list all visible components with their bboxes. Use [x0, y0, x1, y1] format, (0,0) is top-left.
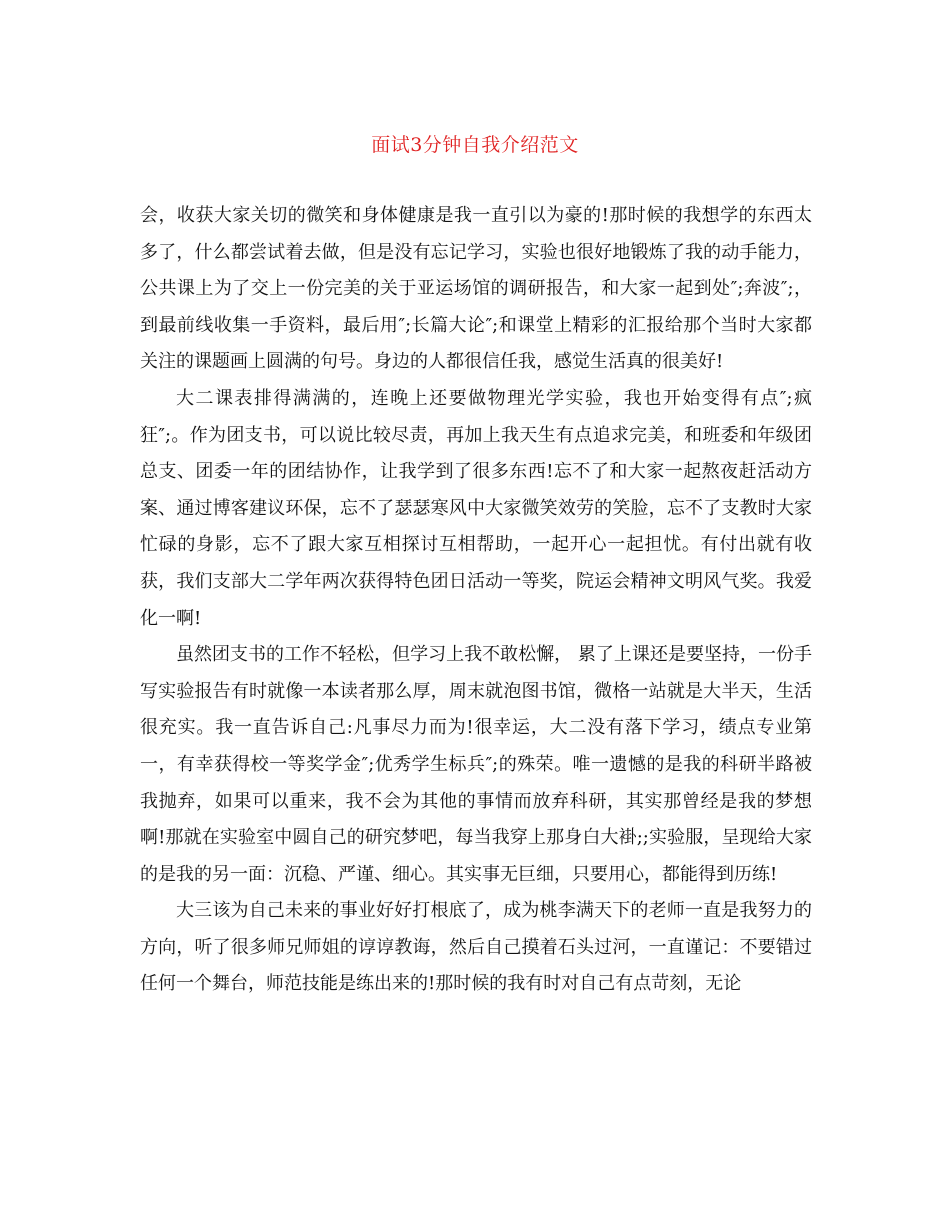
paragraph-study-and-research: 虽然团支书的工作不轻松，但学习上我不敢松懈， 累了上课还是要坚持，一份手写实验报告有时就像一本读者那么厚，周末就泡图书馆，微格一站就是大半天，生活很充实。我一直告诉自己:凡事尽力而为!很幸运，大二没有落下学习，绩点专业第一，有幸获得校一等奖学金″;优秀学生标兵″;的殊荣。唯一遗憾的是我的科研半路被我抛弃，如果可以重来，我不会为其他的事情而放弃科研，其实那曾经是我的梦想啊!那就在实验室中圆自己的研究梦吧，每当我穿上那身白大褂;;实验服，呈现给大家的是我的另一面：沉稳、严谨、细心。其实事无巨细，只要用心，都能得到历练!	[140, 644, 812, 885]
paragraph-continuation: 会，收获大家关切的微笑和身体健康是我一直引以为豪的!那时候的我想学的东西太多了，什么都尝试着去做，但是没有忘记学习，实验也很好地锻炼了我的动手能力，公共课上为了交上一份完美的关于亚运场馆的调研报告，和大家一起到处″;奔波″;，到最前线收集一手资料，最后用″;长篇大论″;和课堂上精彩的汇报给那个当时大家都关注的课题画上圆满的句号。身边的人都很信任我，感觉生活真的很美好!	[140, 205, 812, 373]
document-body	[140, 198, 812, 1003]
paragraph-junior-year: 大三该为自己未来的事业好好打根底了，成为桃李满天下的老师一直是我努力的方向，听了很多师兄师姐的谆谆教诲，然后自己摸着石头过河，一直谨记：不要错过任何一个舞台，师范技能是练出来的!那时候的我有时对自己有点苛刻，无论	[140, 900, 812, 995]
paragraph-sophomore-year: 大二课表排得满满的，连晚上还要做物理光学实验，我也开始变得有点″;疯狂″;。作为团支书，可以说比较尽责，再加上我天生有点追求完美，和班委和年级团总支、团委一年的团结协作，让我学到了很多东西!忘不了和大家一起熬夜赶活动方案、通过博客建议环保，忘不了瑟瑟寒风中大家微笑效劳的笑脸，忘不了支教时大家忙碌的身影，忘不了跟大家互相探讨互相帮助，一起开心一起担忧。有付出就有收获，我们支部大二学年两次获得特色团日活动一等奖，院运会精神文明风气奖。我爱化一啊!	[140, 387, 812, 629]
document-title: 面试3分钟自我介绍范文	[371, 134, 579, 156]
